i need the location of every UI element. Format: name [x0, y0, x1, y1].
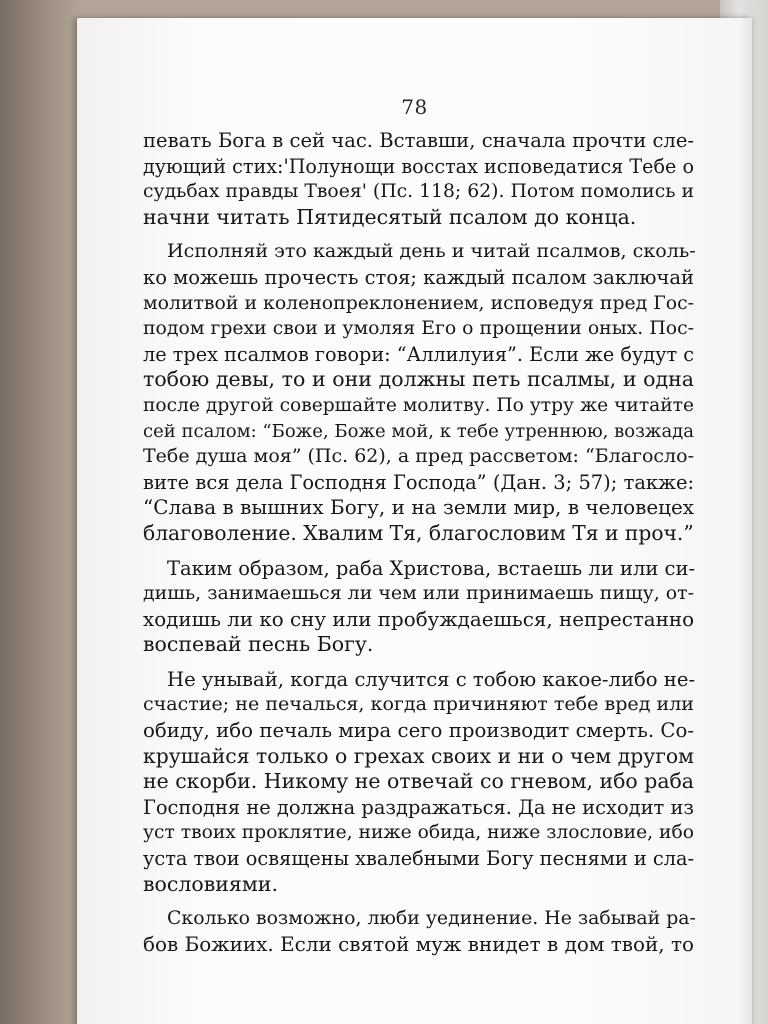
text-line: дующий стих:'Полунощи восстах исповедатися Тебе о — [143, 154, 694, 178]
text-line: после другой совершайте молитву. По утру же читайте — [143, 394, 694, 416]
text-line: Таким образом, раба Христова, встаешь ли или си- — [167, 556, 696, 580]
text-line: судьбах правды Твоея' (Пс. 118; 62). Потом помолись и — [143, 181, 694, 203]
text-line: певать Бога в сей час. Вставши, сначала прочти сле- — [143, 129, 694, 152]
page-number: 78 — [401, 95, 428, 119]
text-line: Сколько возможно, люби уединение. Не забывай ра- — [167, 907, 696, 930]
text-line: воспевай песнь Богу. — [143, 632, 374, 657]
text-line: Исполняй это каждый день и читай псалмов, сколь- — [167, 240, 696, 263]
text-line: счастие; не печалься, когда причиняют тебе вред или — [143, 693, 694, 716]
text-line: обиду, ибо печаль мира сего производит смерть. Со- — [143, 719, 694, 743]
text-line: Не унывай, когда случится с тобою какое-либо не- — [167, 667, 696, 691]
text-line: Господня не должна раздражаться. Да не исходит из — [143, 795, 694, 819]
text-line: крушайся только о грехах своих и ни о чем другом — [143, 743, 694, 768]
text-line: ко можешь прочесть стоя; каждый псалом заключай — [143, 265, 694, 289]
text-line: Тебе душа моя” (Пс. 62), а пред рассветом: “Благосло- — [143, 445, 694, 468]
body-text — [143, 128, 694, 957]
text-line: вите вся дела Господня Господа” (Дан. 3; 57); также: — [143, 470, 694, 494]
paragraph-5 — [143, 906, 694, 957]
text-line: тобою девы, то и они должны петь псалмы, и одна — [143, 367, 694, 392]
text-line: “Слава в вышних Богу, и на земли мир, в человецех — [143, 495, 694, 520]
text-line: не скорби. Никому не отвечай со гневом, ибо раба — [143, 769, 694, 794]
paragraph-2 — [143, 239, 694, 546]
paragraph-3 — [143, 556, 694, 658]
text-line: ходишь ли ко сну или пробуждаешься, непрестанно — [143, 607, 695, 631]
text-line: сей псалом: “Боже, Боже мой, к тебе утреннюю, возжада — [143, 420, 694, 442]
text-line: молитвой и коленопреклонением, исповедуя пред Гос- — [143, 292, 694, 314]
text-line: ле трех псалмов говори: “Аллилуия”. Если же будут с — [143, 342, 694, 366]
text-line: благоволение. Хвалим Тя, благословим Тя и проч.” — [143, 520, 694, 545]
text-line: уста твои освящены хвалебными Богу песнями и сла- — [143, 847, 695, 871]
text-line: дишь, занимаешься ли чем или принимаешь пищу, от- — [143, 582, 694, 605]
text-line: уст твоих проклятие, ниже обида, ниже злословие, ибо — [143, 822, 694, 844]
paragraph-4 — [143, 667, 694, 897]
book-page — [77, 18, 752, 1024]
text-line: начни читать Пятидесятый псалом до конца. — [143, 204, 637, 229]
text-line: бов Божиих. Если святой муж внидет в дом твой, то — [143, 931, 694, 956]
paragraph-1 — [143, 128, 694, 230]
text-line: подом грехи свои и умоляя Его о прощении оных. Пос- — [143, 318, 694, 340]
text-line: вословиями. — [143, 871, 278, 896]
page-edge-shadow — [738, 18, 752, 1024]
